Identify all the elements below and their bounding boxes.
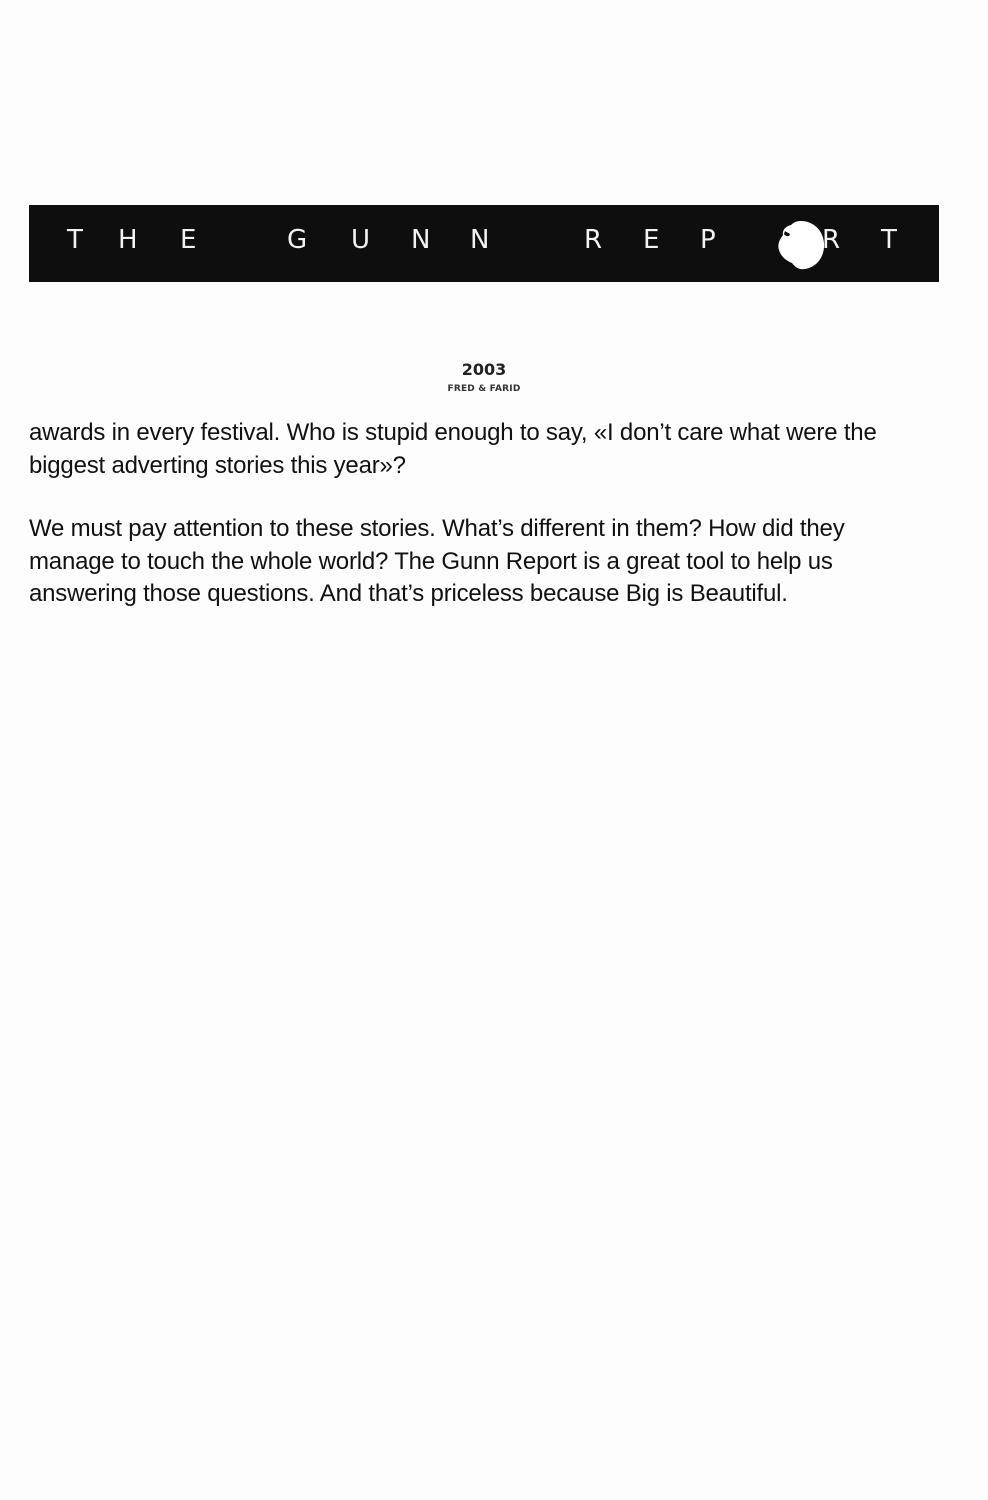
banner-letter: N bbox=[411, 225, 431, 255]
banner-letter: E bbox=[643, 225, 660, 255]
body-paragraph: We must pay attention to these stories. What’s different in them? How did they manage to touch the whole world? The Gunn Report is a great tool to help us answering those questions. And that’s priceless because Big is Beautiful. bbox=[29, 515, 845, 607]
body-paragraph: awards in every festival. Who is stupid enough to say, «I don’t care what were the biggest adverting stories this year»? bbox=[29, 419, 877, 479]
gunn-report-banner bbox=[29, 205, 939, 282]
banner-letter: T bbox=[881, 225, 897, 255]
banner-letter: H bbox=[118, 225, 138, 255]
year-label: 2003 bbox=[461, 360, 507, 379]
banner-letter: N bbox=[470, 225, 490, 255]
author-label: FRED & FARID bbox=[447, 384, 521, 394]
banner-letter: G bbox=[287, 225, 308, 255]
globe-icon bbox=[773, 217, 829, 273]
banner-letter: T bbox=[67, 225, 83, 255]
banner-letter: R bbox=[584, 225, 603, 255]
banner-letter: E bbox=[180, 225, 197, 255]
banner-letter: R bbox=[822, 225, 841, 255]
banner-letter: P bbox=[700, 225, 716, 255]
banner-letter: U bbox=[351, 225, 371, 255]
